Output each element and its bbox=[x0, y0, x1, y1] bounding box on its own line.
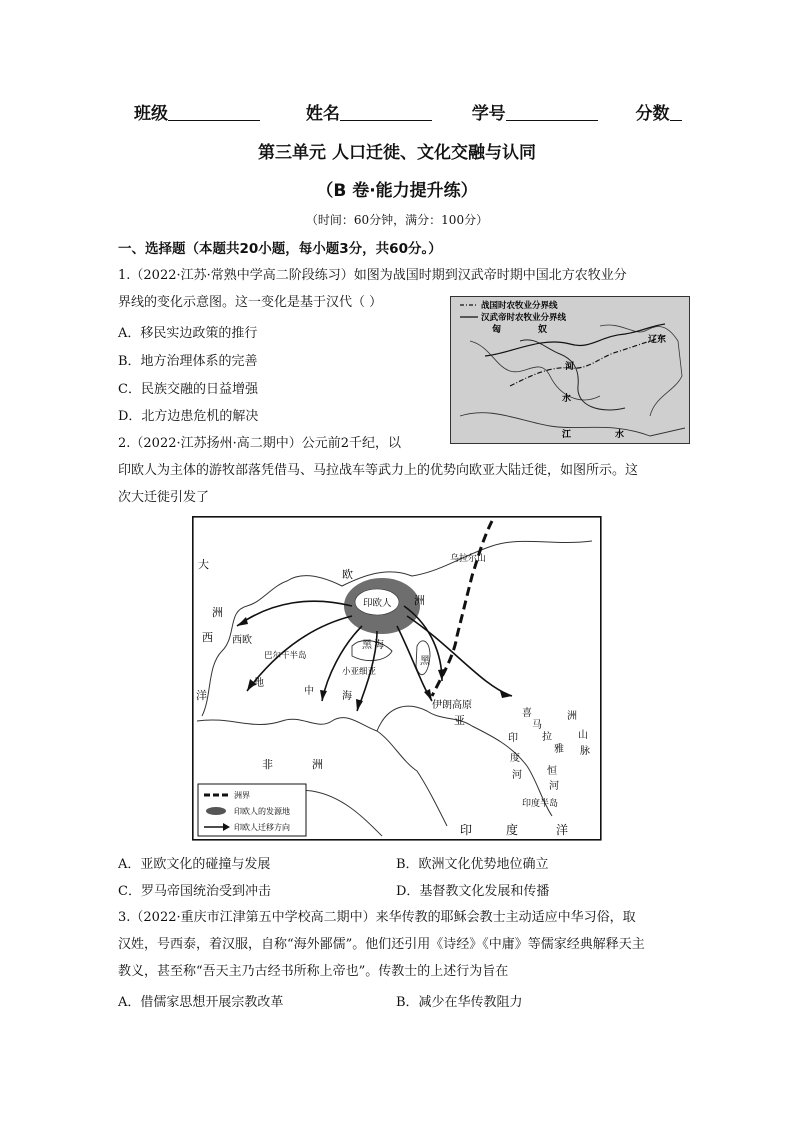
exam-meta: （时间：60分钟，满分：100分） bbox=[305, 213, 489, 227]
label-di: 地 bbox=[254, 678, 264, 689]
label-zhong: 中 bbox=[304, 686, 314, 697]
label-yin: 印 bbox=[460, 823, 473, 837]
label-caspian: 黑 bbox=[420, 656, 430, 667]
map-label-he: 河 bbox=[565, 362, 575, 372]
label-balkan: 巴尔干半岛 bbox=[264, 651, 307, 661]
label-hai2: 海 bbox=[342, 691, 352, 702]
label-zhou1: 洲 bbox=[212, 606, 223, 619]
indo-european-migration-map bbox=[192, 516, 602, 841]
label-africa1: 非 bbox=[262, 758, 273, 771]
label-da: 大 bbox=[198, 558, 209, 571]
question-2-option-c[interactable]: C．罗马帝国统治受到冲击 bbox=[118, 884, 271, 899]
label-himalaya1: 喜 bbox=[522, 708, 532, 719]
label-indus-he: 河 bbox=[512, 770, 522, 781]
label-xi: 西 bbox=[202, 631, 213, 644]
question-2-option-d[interactable]: D．基督教文化发展和传播 bbox=[396, 884, 550, 899]
class-label: 班级 bbox=[134, 104, 168, 124]
label-indo-european: 印欧人 bbox=[363, 598, 392, 609]
label-yang: 洋 bbox=[196, 689, 207, 702]
label-yin2: 印 bbox=[508, 733, 518, 744]
legend-boundary-text: 洲界 bbox=[234, 791, 250, 800]
legend-direction-text: 印欧人迁移方向 bbox=[234, 823, 290, 832]
map-label-shui1: 水 bbox=[562, 394, 572, 404]
question-2-stem-line1: 2.（2022·江苏扬州·高二期中）公元前2千纪，以 bbox=[118, 436, 402, 451]
student-id-label: 学号 bbox=[471, 104, 506, 124]
china-boundary-map bbox=[450, 296, 690, 444]
name-field[interactable] bbox=[340, 104, 432, 121]
label-black-sea: 黑 bbox=[362, 640, 372, 651]
label-himalaya2: 马 bbox=[532, 720, 542, 731]
class-field[interactable] bbox=[168, 104, 260, 121]
question-1-option-c[interactable]: C．民族交融的日益增强 bbox=[118, 382, 258, 397]
label-iran: 伊朗高原 bbox=[432, 700, 472, 711]
legend-han-text: 汉武帝时农牧业分界线 bbox=[481, 313, 567, 323]
question-2-stem-line3: 次大迁徙引发了 bbox=[118, 490, 210, 505]
legend-homeland-text: 印欧人的发源地 bbox=[234, 807, 290, 816]
legend-warring-text: 战国时农牧业分界线 bbox=[481, 301, 558, 311]
label-ou: 欧 bbox=[342, 568, 353, 581]
page-subtitle: （B 卷·能力提升练） bbox=[316, 181, 478, 201]
question-1-stem-line1: 1.（2022·江苏·常熟中学高二阶段练习）如图为战国时期到汉武帝时期中国北方农牧业分 bbox=[118, 268, 627, 283]
label-zhou2: 洲 bbox=[414, 594, 425, 607]
map-label-shui2: 水 bbox=[615, 430, 625, 440]
question-1-option-b[interactable]: B．地方治理体系的完善 bbox=[118, 354, 258, 369]
label-ural: 乌拉尔山 bbox=[450, 554, 487, 564]
map-label-nu: 奴 bbox=[538, 325, 548, 335]
question-3-option-b[interactable]: B．减少在华传教阻力 bbox=[396, 995, 523, 1010]
map-label-jiang: 江 bbox=[562, 430, 572, 440]
score-field[interactable] bbox=[670, 104, 682, 121]
page-title: 第三单元 人口迁徙、文化交融与认同 bbox=[258, 143, 536, 163]
section-heading: 一、选择题（本题共20小题，每小题3分，共60分。） bbox=[118, 241, 442, 257]
question-3-stem-line3: 教义，甚至称“吾天主乃古经书所称上帝也”。传教士的上述行为旨在 bbox=[118, 964, 509, 979]
student-info-header bbox=[134, 99, 694, 124]
label-shan: 山 bbox=[578, 730, 588, 741]
label-du: 度 bbox=[506, 823, 519, 837]
label-himalaya3: 拉 bbox=[542, 732, 552, 743]
question-1-stem-line2: 界线的变化示意图。这一变化是基于汉代（ ） bbox=[118, 295, 383, 310]
question-3-stem-line2: 汉姓，号西泰，着汉服，自称“海外鄙儒”。他们还引用《诗经》《中庸》等儒家经典解释天主 bbox=[118, 937, 645, 952]
label-yang2: 洋 bbox=[556, 823, 569, 837]
label-zhou3: 洲 bbox=[567, 711, 577, 722]
question-1-option-a[interactable]: A．移民实边政策的推行 bbox=[118, 326, 258, 341]
label-du2: 度 bbox=[510, 753, 520, 764]
label-xiou: 西欧 bbox=[232, 635, 252, 646]
name-label: 姓名 bbox=[305, 104, 340, 124]
question-3-option-a[interactable]: A．借儒家思想开展宗教改革 bbox=[118, 995, 284, 1010]
label-asia-minor: 小亚细亚 bbox=[342, 667, 377, 677]
label-mai2: 脉 bbox=[580, 746, 590, 757]
label-himalaya4: 雅 bbox=[554, 744, 564, 755]
label-he: 河 bbox=[549, 781, 559, 792]
score-label: 分数 bbox=[635, 104, 670, 124]
label-indian-peninsula: 印度半岛 bbox=[522, 799, 559, 809]
question-1-option-d[interactable]: D．北方边患危机的解决 bbox=[118, 409, 259, 424]
map-label-xiong: 匈 bbox=[492, 325, 502, 335]
question-2-option-b[interactable]: B．欧洲文化优势地位确立 bbox=[396, 857, 549, 872]
question-3-stem-line1: 3.（2022·重庆市江津第五中学校高二期中）来华传教的耶稣会教士主动适应中华习俗，取 bbox=[118, 910, 636, 925]
label-ya2: 亚 bbox=[454, 714, 465, 727]
question-2-option-a[interactable]: A．亚欧文化的碰撞与发展 bbox=[118, 857, 271, 872]
label-hai1: 海 bbox=[374, 640, 384, 651]
label-heng: 恒 bbox=[547, 766, 557, 777]
student-id-field[interactable] bbox=[506, 104, 598, 121]
question-2-stem-line2: 印欧人为主体的游牧部落凭借马、马拉战车等武力上的优势向欧亚大陆迁徙，如图所示。这 bbox=[118, 463, 639, 478]
label-africa2: 洲 bbox=[312, 758, 323, 771]
map-label-liaodong: 辽东 bbox=[648, 335, 667, 345]
